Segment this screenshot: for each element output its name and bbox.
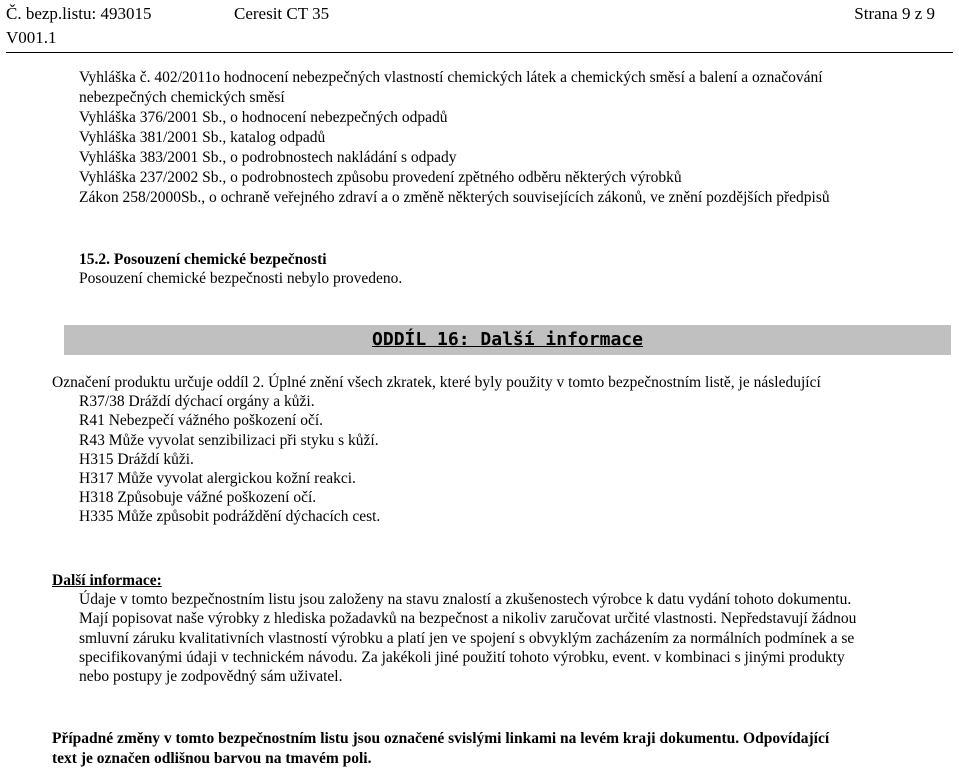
further-info-heading: Další informace: (52, 572, 162, 589)
hazard-phrase: H317 Může vyvolat alergickou kožní reakci. (79, 469, 356, 487)
regulation-item: Vyhláška 237/2002 Sb., o podrobnostech způsobu provedení zpětného odběru některých výrobků (79, 169, 682, 186)
section-15-2-heading: 15.2. Posouzení chemické bezpečnosti (79, 251, 327, 268)
sheet-number: Č. bezp.listu: 493015 (6, 4, 152, 23)
version-number: V001.1 (6, 28, 57, 47)
regulation-item: nebezpečných chemických směsí (79, 89, 285, 106)
further-info-line: specifikovanými údaji v technickém návodu. Za jakékoli jiné použití tohoto výrobku, event. v kombinaci s jinými produkty (79, 648, 845, 666)
regulation-item: Vyhláška 381/2001 Sb., katalog odpadů (79, 129, 326, 146)
hazard-phrase: H315 Dráždí kůži. (79, 450, 194, 468)
regulation-item: Vyhláška 383/2001 Sb., o podrobnostech nakládání s odpady (79, 149, 457, 166)
further-info-line: nebo postupy je zodpovědný sám uživatel. (79, 667, 343, 685)
further-info-line: smluvní záruku kvalitativních vlastností výrobku a platí jen ve spojení s obvyklým zacházením za normálních podmínek a se (79, 629, 855, 647)
regulation-item: Vyhláška 376/2001 Sb., o hodnocení nebezpečných odpadů (79, 109, 448, 126)
hazard-phrase: R37/38 Dráždí dýchací orgány a kůži. (79, 393, 315, 411)
section-15-2-text: Posouzení chemické bezpečnosti nebylo provedeno. (79, 270, 403, 287)
page-number: Strana 9 z 9 (854, 4, 935, 23)
note-line: Případné změny v tomto bezpečnostním listu jsou označené svislými linkami na levém kraji dokumentu. Odpovídající (52, 730, 830, 747)
header-divider (6, 52, 953, 53)
regulations-list (79, 68, 830, 208)
product-name: Ceresit CT 35 (234, 4, 330, 23)
section-15-2 (79, 250, 402, 288)
section-16-intro: Označení produktu určuje oddíl 2. Úplné znění všech zkratek, které byly použity v tomto bezpečnostním listě, je následující (52, 374, 821, 391)
further-info-line: Údaje v tomto bezpečnostním listu jsou založeny na stavu znalostí a zkušenostech výrobce k datu vydání tohoto dokumentu. (79, 591, 852, 609)
hazard-phrase: R41 Nebezpečí vážného poškození očí. (79, 412, 324, 430)
section-16-banner (64, 325, 951, 355)
regulation-item: Zákon 258/2000Sb., o ochraně veřejného zdraví a o změně některých souvisejících zákonů, ve znění pozdějších předpisů (79, 189, 830, 206)
hazard-phrase: H335 Může způsobit podráždění dýchacích cest. (79, 508, 381, 526)
hazard-phrase: H318 Způsobuje vážné poškození očí. (79, 489, 317, 507)
further-info (52, 571, 856, 686)
regulation-item: Vyhláška č. 402/2011o hodnocení nebezpečných vlastností chemických látek a chemických směsí a balení a označování (79, 69, 823, 86)
note-line: text je označen odlišnou barvou na tmavém poli. (52, 749, 372, 767)
section-16-content (52, 373, 821, 527)
section-16-title: ODDÍL 16: Další informace (372, 329, 643, 350)
hazard-phrase: R43 Může vyvolat senzibilizaci při styku s kůží. (79, 431, 379, 449)
further-info-line: Mají popisovat naše výrobky z hlediska požadavků na bezpečnost a nikoliv zaručovat určité vlastnosti. Nepředstavují žádnou (79, 610, 857, 628)
change-marking-note (52, 729, 829, 768)
